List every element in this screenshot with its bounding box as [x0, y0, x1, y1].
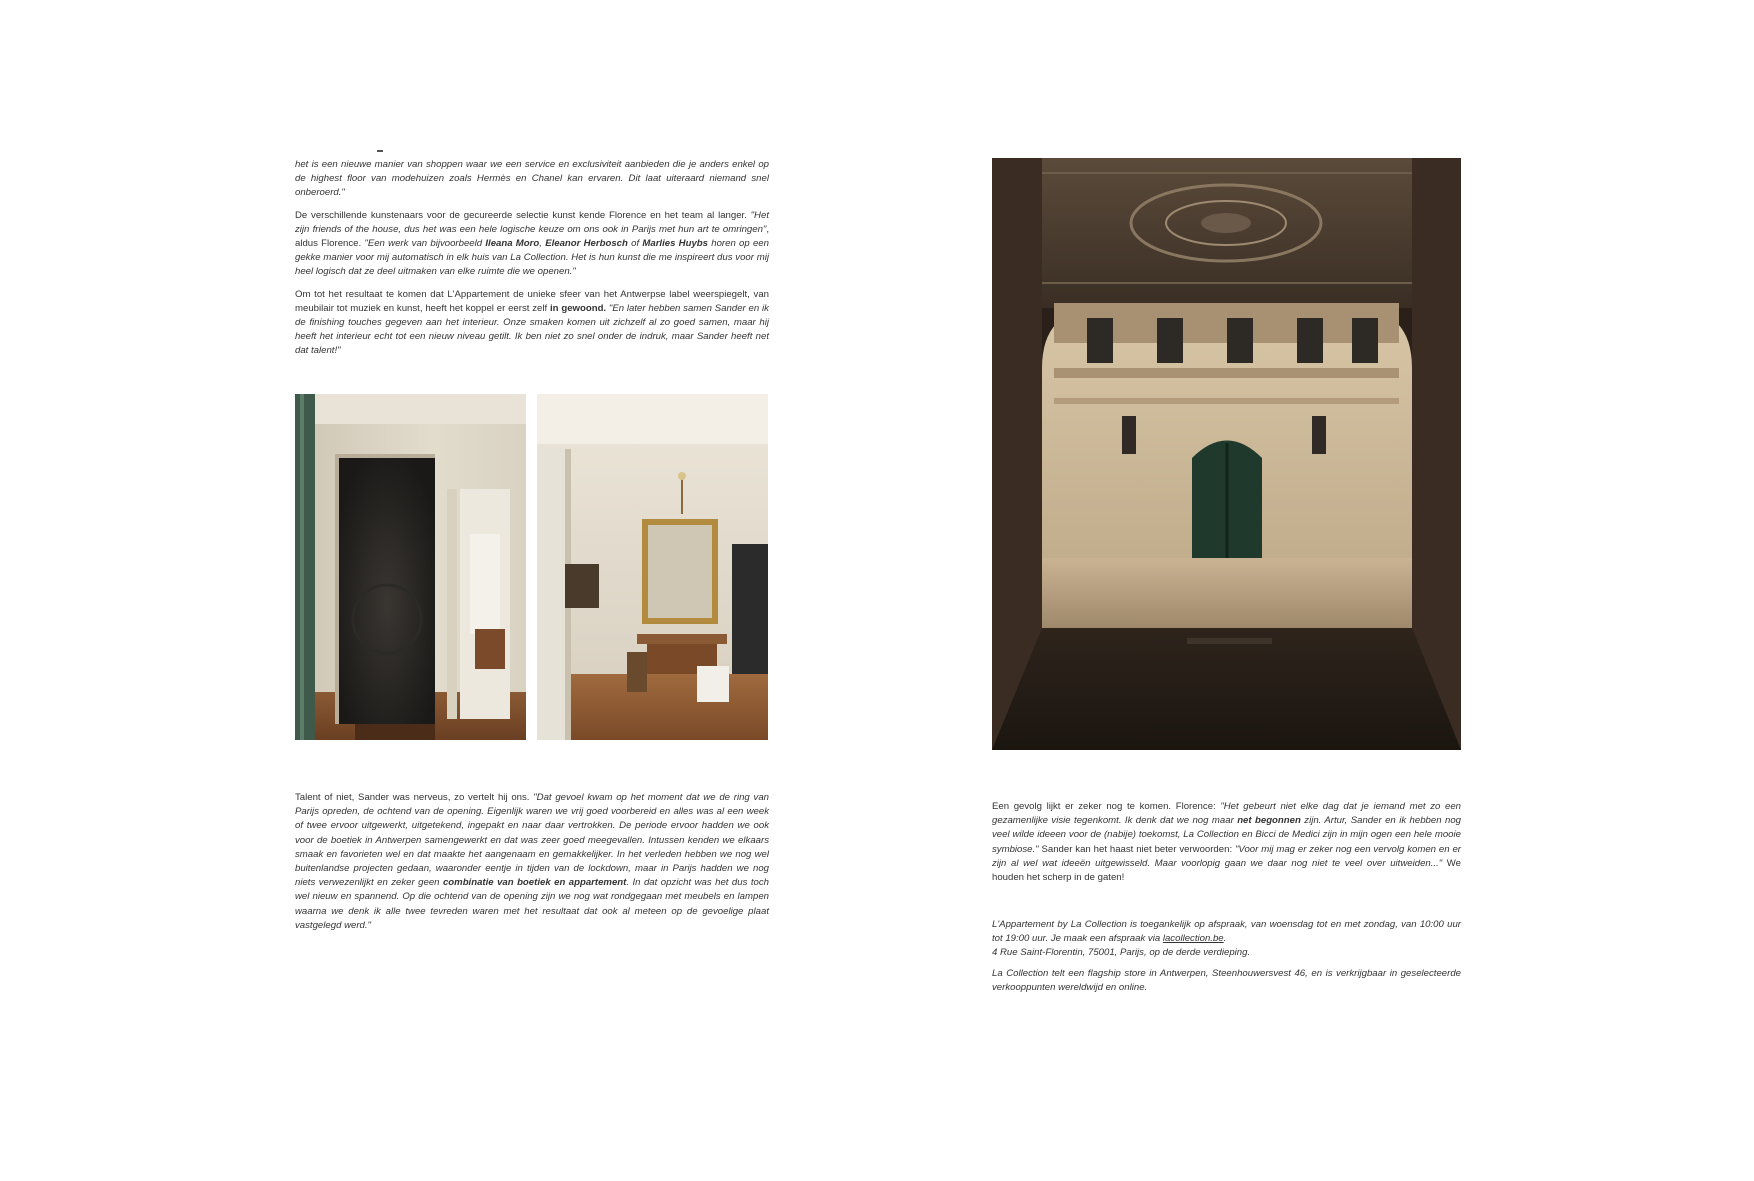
- p3-quote: "En later hebben samen Sander en ik de finishing touches gegeven aan het interieur. Onze smaken komen uit zichzelf al zo goed samen, maar hij heeft het interieur echt tot een nieuw niveau getilt. Ik ben niet zo snel onder de indruk, maar Sander heeft net dat talent!": [295, 302, 769, 357]
- p4-quote-a: "Dat gevoel kwam op het moment dat we de ring van Parijs opreden, de ochtend van de opening. Eigenlijk waren we vrij goed voorbereid en alles was al een week of twee ervoor uitgewerkt, uitgetekend, ingepakt en naar daar vertrokken. De periode ervoor hadden we ook voor de boetiek in Antwerpen samengewerkt en dat was zeer goed meegevallen. Intussen kenden we elkaars smaak en favorieten wel en dat maakte het aangenaam en gemakkelijker. In het verleden hebben we nog wel buitenlandse projecten gedaan, waaronder eentje in tijden van de lockdown, maar in Parijs hadden we nog niets verwezenlijkt en zeker geen: [295, 792, 770, 889]
- p5-quote-c: "Voor mij mag er zeker nog een vervolg komen en er zijn al wel wat ideeën uitgewisseld. Maar voorlopig gaan we daar nog niet te veel over uitweiden...": [992, 843, 1461, 869]
- photo-interior-mirror: [537, 394, 768, 740]
- cut-line-fragment: [295, 148, 779, 152]
- info-text-end: .: [1223, 933, 1227, 945]
- p5-quote-a: "Het gebeurt niet elke dag dat je iemand met zo een gezamenlijke visie tegenkomt. Ik denk dat we nog maar: [992, 801, 1461, 827]
- p4-bold: combinatie van boetiek en appartement: [442, 877, 627, 889]
- right-page: [877, 0, 1754, 1181]
- info-paragraph-1: [992, 918, 1461, 961]
- p2-sep: ,: [539, 238, 546, 250]
- p2-quote-a: "Het zijn friends of the house, dus het was een hele logische keuze om ons ook in Parijs met hun art te omringen": [295, 209, 769, 235]
- p5-quote-b: zijn. Artur, Sander en ik hebben nog veel wilde ideeen voor de (nabije) toekomst, La Collection en Bicci de Medici zijn in mijn ogen een hele mooie symbiose.": [992, 815, 1461, 855]
- p5-text: Een gevolg lijkt er zeker nog te komen. Florence:: [992, 801, 1221, 812]
- left-bottom-text: [295, 791, 769, 941]
- p5-text-c: We houden het scherp in de gaten!: [992, 857, 1461, 884]
- p5-text-b: Sander kan het haast niet beter verwoorden:: [1038, 843, 1235, 855]
- right-info-text: [992, 918, 1461, 1003]
- address: 4 Rue Saint-Florentin, 75001, Parijs, op de derde verdieping.: [992, 947, 1251, 959]
- left-top-text: [295, 158, 769, 367]
- p4-text: Talent of niet, Sander was nerveus, zo vertelt hij ons.: [295, 792, 534, 803]
- paragraph-1: het is een nieuwe manier van shoppen waar we een service en exclusiviteit aanbieden die je anders enkel op de highest floor van modehuizen zoals Hermès en Chanel kan ervaren. Dit laat uiteraard niemand snel onberoerd.": [295, 159, 769, 199]
- p2-text-a: De verschillende kunstenaars voor de gecureerde selectie kunst kende Florence en het team al langer.: [295, 209, 751, 221]
- photo-painting-hallway: [295, 394, 526, 740]
- p2-quote-c: horen op een gekke manier voor mij automatisch in elk huis van La Collection. Het is hun kunst die me inspireert dus voor mij heel logisch dat ze deel uitmaken van elke ruimte die we openen.": [295, 238, 769, 278]
- right-main-text: [992, 800, 1461, 893]
- paragraph-3: [295, 288, 769, 359]
- paragraph-5: [992, 800, 1461, 885]
- p2-quote-b: "Een werk van bijvoorbeeld: [364, 238, 486, 250]
- p5-bold: net begonnen: [1237, 815, 1301, 827]
- artist-name: Ileana Moro: [485, 238, 540, 250]
- p3-bold: in gewoond.: [549, 302, 607, 314]
- info-paragraph-2: La Collection telt een flagship store in Antwerpen, Steenhouwersvest 46, en is verkrijgbaar in geselecteerde verkooppunten wereldwijd en online.: [992, 967, 1461, 993]
- website-link[interactable]: lacollection.be: [1162, 933, 1224, 945]
- photo-courtyard-archway: [992, 158, 1461, 750]
- p3-text: Om tot het resultaat te komen dat L'Appartement de unieke sfeer van het Antwerpse label weerspiegelt, van meubilair tot muziek en kunst, heeft het koppel er eerst zelf: [295, 288, 769, 314]
- artist-name: Marlies Huybs: [642, 238, 709, 250]
- p2-sep: of: [627, 238, 643, 250]
- p2-text-b: , aldus Florence.: [295, 223, 769, 250]
- artist-name: Eleanor Herbosch: [545, 238, 628, 250]
- paragraph-2: [295, 209, 769, 280]
- p4-quote-b: . In dat opzicht was het dus toch wel nieuw en spannend. Op die ochtend van de opening zijn we nog wat rondgegaan met meubels en lampen waarna we denk ik alle twee tevreden waren met het resultaat dat ook al meteen op de gevoelige plaat vastgelegd werd.": [295, 877, 769, 931]
- paragraph-4: [295, 791, 769, 933]
- info-text: L'Appartement by La Collection is toegankelijk op afspraak, van woensdag tot en met zondag, van 10:00 uur tot 19:00 uur. Je maak een afspraak via: [992, 919, 1461, 945]
